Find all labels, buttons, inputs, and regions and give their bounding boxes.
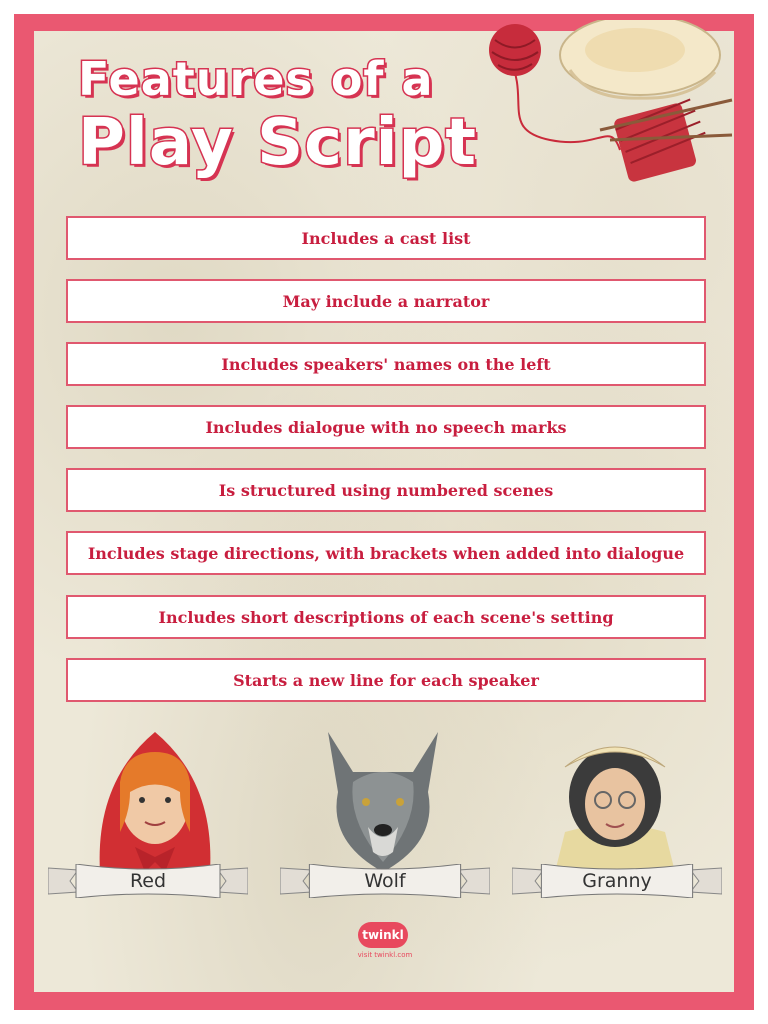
feature-box: May include a narrator: [66, 279, 706, 323]
title-line-1: Features of a: [78, 52, 434, 106]
feature-box: Includes short descriptions of each scene's setting: [66, 595, 706, 639]
feature-box: Is structured using numbered scenes: [66, 468, 706, 512]
feature-box: Starts a new line for each speaker: [66, 658, 706, 702]
feature-box: Includes a cast list: [66, 216, 706, 260]
title-line-2: Play Script: [78, 106, 477, 180]
character-name: Red: [129, 870, 167, 892]
character-name: Wolf: [364, 870, 406, 892]
twinkl-logo[interactable]: twinkl: [358, 922, 408, 948]
feature-box: Includes stage directions, with brackets when added into dialogue: [66, 531, 706, 575]
feature-box: Includes dialogue with no speech marks: [66, 405, 706, 449]
visit-link[interactable]: visit twinkl.com: [357, 951, 413, 959]
character-banner: [48, 864, 248, 898]
character-name: Granny: [582, 870, 652, 892]
feature-box: Includes speakers' names on the left: [66, 342, 706, 386]
character-banner: [280, 864, 490, 898]
character-banner: [512, 864, 722, 898]
knitting-decoration-icon: [470, 20, 740, 190]
